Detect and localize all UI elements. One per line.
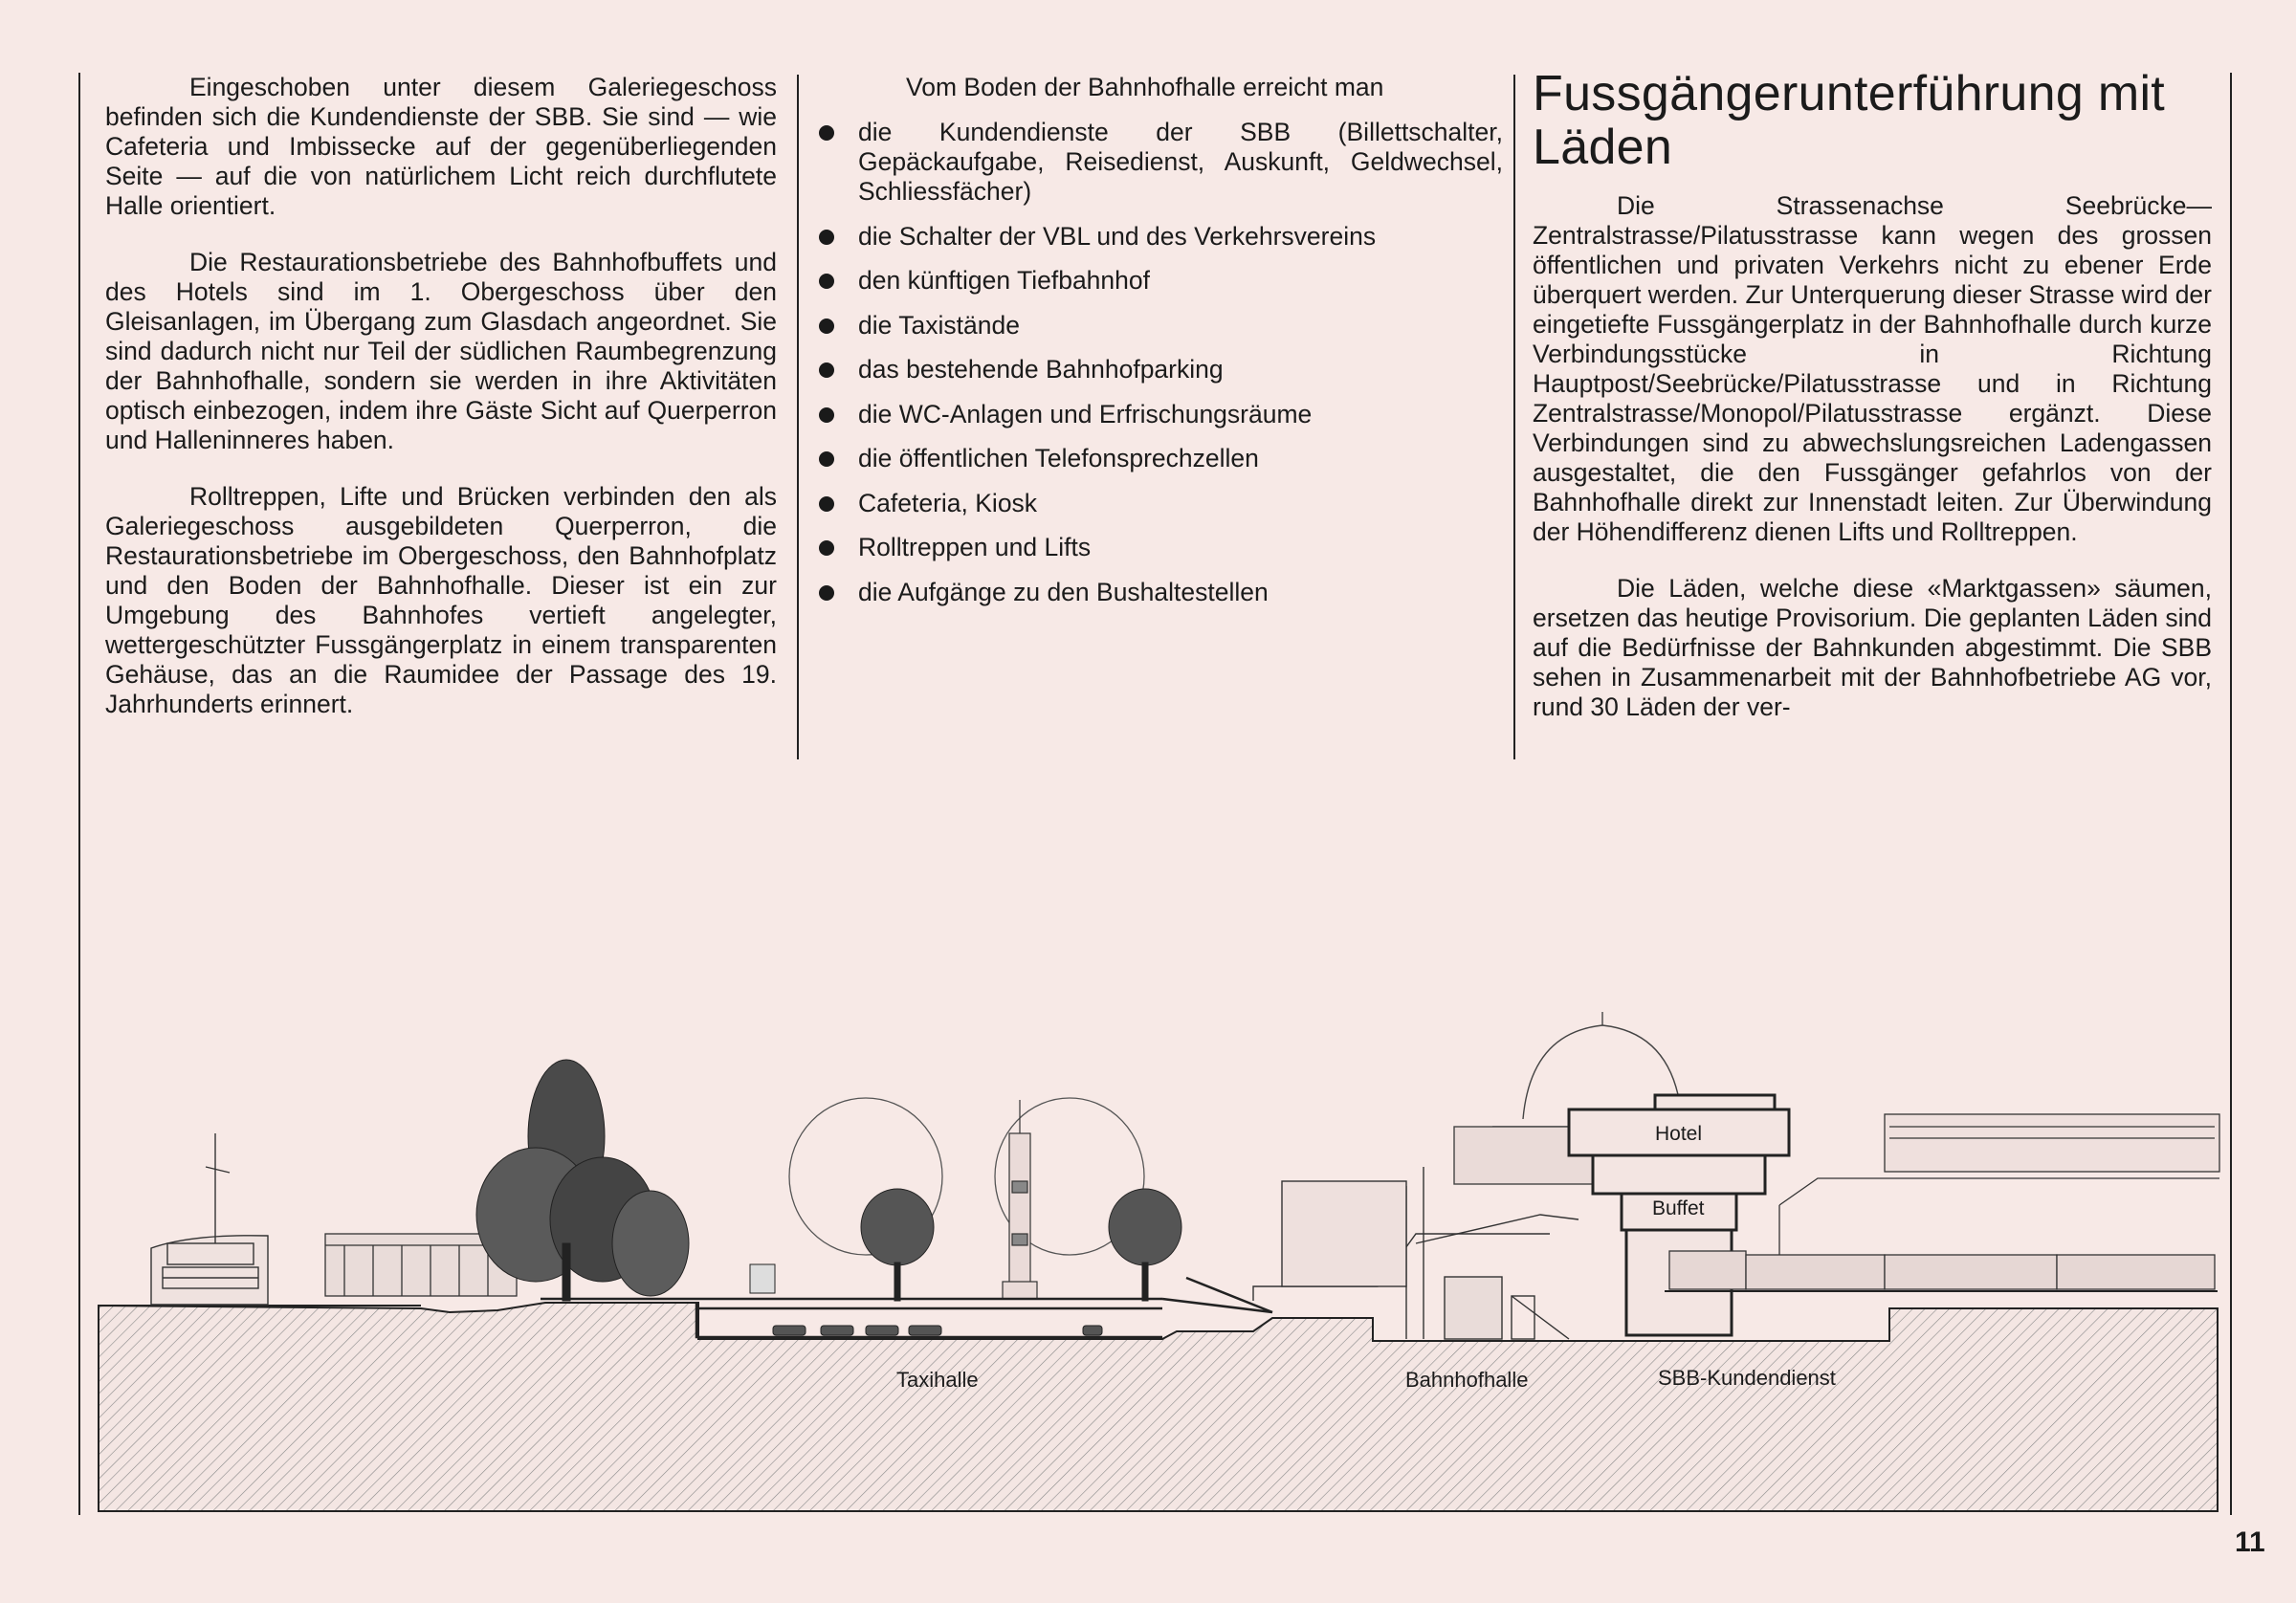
taxihalle-label: Taxihalle (896, 1368, 979, 1392)
list-item: die öffentlichen Telefonsprechzellen (818, 444, 1503, 473)
text-column-1 (105, 73, 777, 719)
hotel-label: Hotel (1655, 1123, 1703, 1145)
text-column-2 (818, 73, 1503, 622)
station-cross-section-drawing (0, 956, 2296, 1530)
ship-icon (151, 1133, 268, 1305)
paragraph: Rolltreppen, Lifte und Brücken verbinden den als Galeriegeschoss ausgebildeten Querperron, die Restaurationsbetriebe im Obergeschoss, den Bahnhofplatz und den Boden der Bahnhofhalle. Dieser ist ein zur Umgebung des Bahnhofes vertieft angelegter, wettergeschützter Fussgängerplatz in einem transparenten Gehäuse, das an die Raumidee der Passage des 19. Jahrhunderts erinnert. (105, 482, 777, 718)
list-item: die Schalter der VBL und des Verkehrsvereins (818, 222, 1503, 252)
tree-icon (476, 1060, 689, 1301)
list-item: Rolltreppen und Lifts (818, 533, 1503, 562)
bullet-icon (819, 362, 834, 378)
ground-section (99, 1303, 2218, 1511)
list-item: den künftigen Tiefbahnhof (818, 266, 1503, 296)
section-heading: Fussgängerunterführung mit Läden (1533, 66, 2166, 175)
bullet-icon (819, 540, 834, 556)
buffet-label: Buffet (1652, 1197, 1705, 1219)
text-column-3 (1533, 66, 2212, 722)
list-item: die Aufgänge zu den Bushaltestellen (818, 578, 1503, 607)
page-number: 11 (2235, 1526, 2265, 1558)
bullet-list (818, 118, 1503, 607)
bullet-icon (819, 230, 834, 245)
list-item: die Taxistände (818, 311, 1503, 340)
list-intro: Vom Boden der Bahnhofhalle erreicht man (906, 73, 1384, 101)
column-rule-1 (797, 75, 799, 759)
bullet-icon (819, 318, 834, 334)
tree-outline-icon (789, 1098, 1144, 1255)
bullet-icon (819, 125, 834, 141)
paragraph: Die Läden, welche diese «Marktgassen» säumen, ersetzen das heutige Provisorium. Die geplanten Läden sind auf die Bedürfnisse der Bahnkunden abgestimmt. Die SBB sehen in Zusammenarbeit mit der Bahnhofbetriebe AG vor, rund 30 Läden der ver- (1533, 574, 2212, 721)
bahnhofhalle-label: Bahnhofhalle (1405, 1368, 1529, 1392)
bullet-icon (819, 407, 834, 423)
kundendienst-label: SBB-Kundendienst (1658, 1366, 1836, 1390)
bullet-icon (819, 496, 834, 512)
station-hall-structure (1253, 1167, 1578, 1339)
paragraph: Eingeschoben unter diesem Galeriegeschoss befinden sich die Kundendienste der SBB. Sie sind — wie Cafeteria und Imbissecke auf der gegenüberliegenden Seite — auf die von natürlichem Licht reich durchflutete Halle orientiert. (105, 73, 777, 220)
bullet-icon (819, 585, 834, 601)
list-item: Cafeteria, Kiosk (818, 489, 1503, 518)
monument-icon (1003, 1100, 1037, 1299)
list-item: die WC-Anlagen und Erfrischungsräume (818, 400, 1503, 429)
bullet-icon (819, 451, 834, 467)
list-item: die Kundendienste der SBB (Billettschalter, Gepäckaufgabe, Reisedienst, Auskunft, Geldwechsel, Schliessfächer) (818, 118, 1503, 207)
paragraph: Die Restaurationsbetriebe des Bahnhofbuffets und des Hotels sind im 1. Obergeschoss über den Gleisanlagen, im Übergang zum Glasdach angeordnet. Sie sind dadurch nicht nur Teil der südlichen Raumbegrenzung der Bahnhofhalle, sondern sie werden in ihre Aktivitäten optisch einbezogen, indem ihre Gäste Sicht auf Querperron und Halleninneres haben. (105, 248, 777, 454)
list-item: das bestehende Bahnhofparking (818, 355, 1503, 384)
paragraph: Die Strassenachse Seebrücke—Zentralstrasse/Pilatusstrasse kann wegen des grossen öffentlichen und privaten Verkehrs nicht zu ebener Erde überquert werden. Zur Unterquerung dieser Strasse wird der eingetiefte Fussgängerplatz in der Bahnhofhalle durch kurze Verbindungsstücke in Richtung Hauptpost/Seebrücke/Pilatusstrasse und in Richtung Zentralstrasse/Monopol/Pilatusstrasse ergänzt. Diese Verbindungen sind zu abwechslungsreichen Ladengassen ausgestaltet, die den Fussgänger gefahrlos von der Bahnhofhalle direkt zur Innenstadt leiten. Zur Überwindung der Höhendifferenz dienen Lifts und Rolltreppen. (1533, 191, 2212, 546)
train-icon (1669, 1251, 2215, 1289)
column-rule-2 (1513, 75, 1515, 759)
bullet-icon (819, 274, 834, 289)
